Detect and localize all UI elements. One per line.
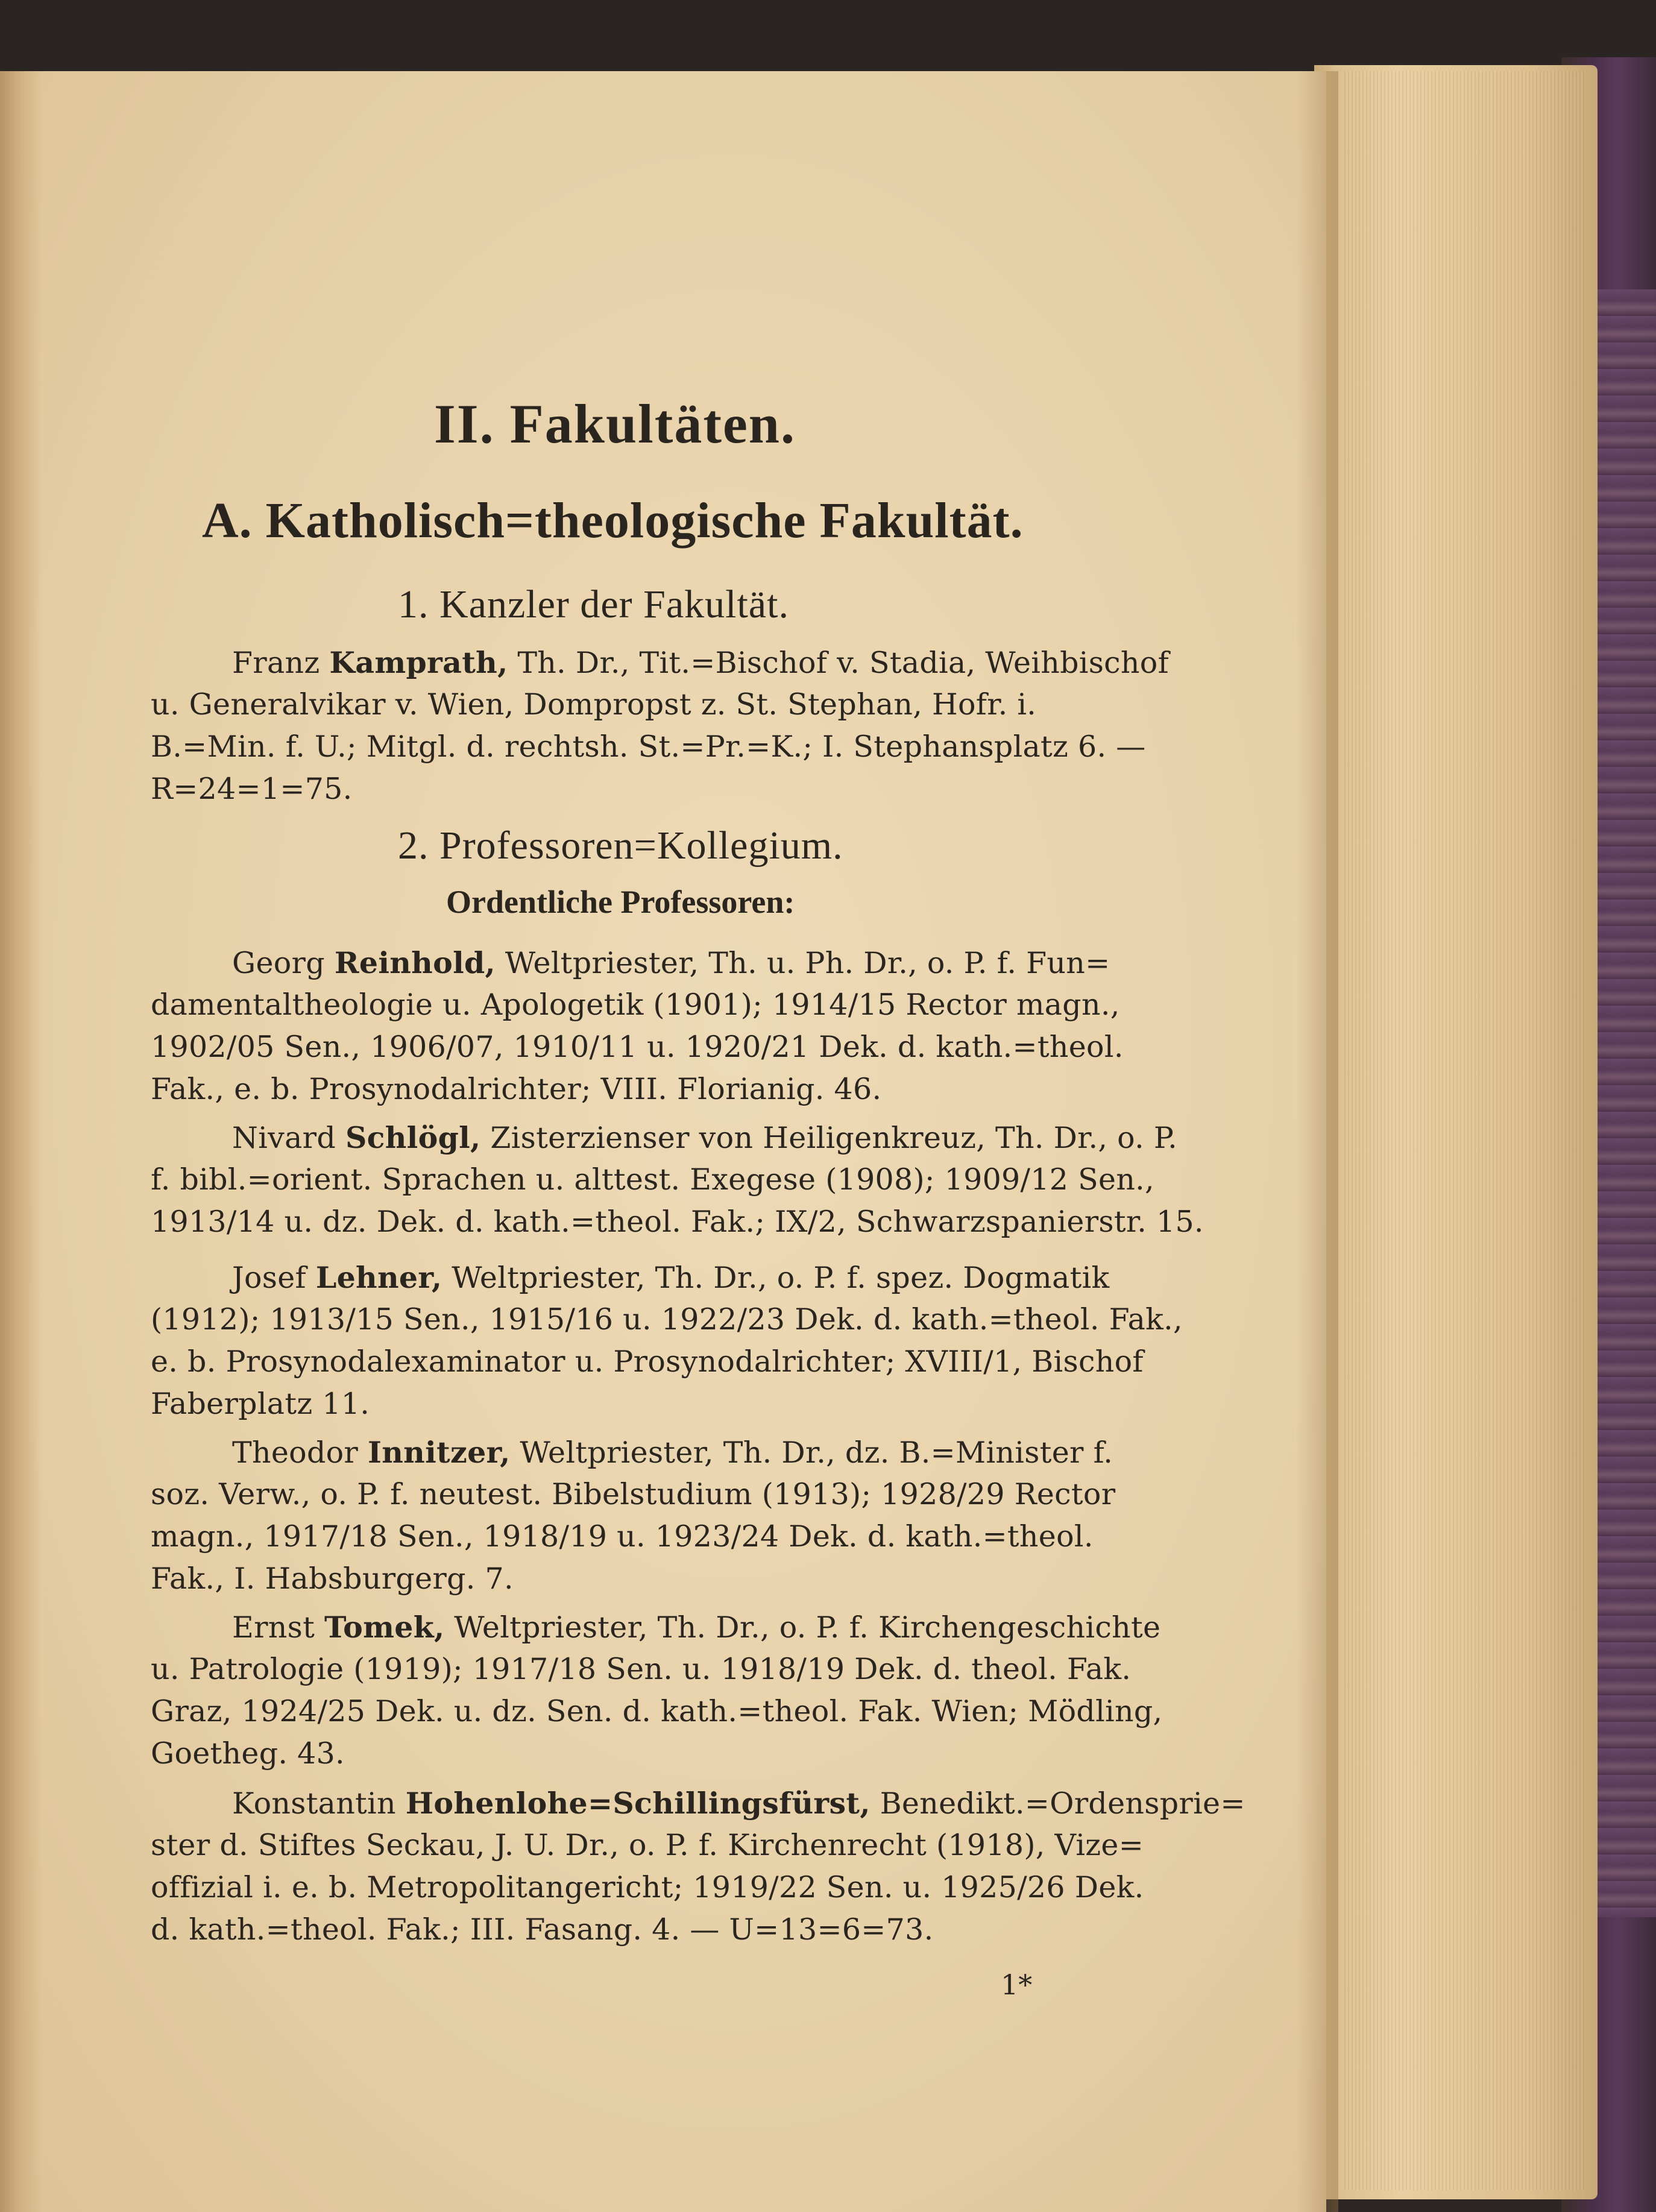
entry-text: Weltpriester, Th. Dr., o. P. f. Kirchengeschichte [454, 1610, 1161, 1645]
first-name: Theodor [232, 1435, 359, 1470]
first-name: Ernst [232, 1610, 315, 1645]
first-name: Georg [232, 946, 325, 980]
section-heading-2: 2. Professoren=Kollegium. [398, 824, 843, 868]
entry-text: Weltpriester, Th. u. Ph. Dr., o. P. f. Fun= [505, 946, 1110, 980]
entry-first-line [232, 1786, 1245, 1821]
faculty-heading: A. Katholisch=theologische Fakultät. [202, 493, 1024, 549]
section-heading-1: 1. Kanzler der Fakultät. [398, 582, 789, 626]
entry-line: ster d. Stiftes Seckau, J. U. Dr., o. P. f. Kirchenrecht (1918), Vize= [151, 1828, 1144, 1862]
entry-line: B.=Min. f. U.; Mitgl. d. rechtsh. St.=Pr.=K.; I. Stephansplatz 6. — [151, 729, 1146, 764]
entry-line: soz. Verw., o. P. f. neutest. Bibelstudium (1913); 1928/29 Rector [151, 1477, 1116, 1511]
entry-line: Graz, 1924/25 Dek. u. dz. Sen. d. kath.=theol. Fak. Wien; Mödling, [151, 1694, 1163, 1728]
entry-first-line [232, 1435, 1113, 1470]
entry-first-line [232, 645, 1169, 680]
marbled-cover-band [1598, 289, 1656, 1917]
surname: Hohenlohe=Schillingsfürst, [405, 1786, 871, 1821]
entry-text: Zisterzienser von Heiligenkreuz, Th. Dr., o. P. [490, 1121, 1178, 1155]
entry-line: Fak., e. b. Prosynodalrichter; VIII. Florianig. 46. [151, 1072, 882, 1106]
surname: Schlögl, [345, 1120, 481, 1155]
entry-first-line [232, 1120, 1177, 1155]
entry-line: Faberplatz 11. [151, 1387, 370, 1421]
entry-text: Weltpriester, Th. Dr., dz. B.=Minister f. [520, 1435, 1113, 1470]
entry-line: 1902/05 Sen., 1906/07, 1910/11 u. 1920/21 Dek. d. kath.=theol. [151, 1030, 1124, 1064]
entry-line: Goetheg. 43. [151, 1736, 345, 1771]
page-gutter [0, 71, 42, 2212]
surname: Reinhold, [334, 945, 496, 980]
entry-first-line [232, 1610, 1160, 1645]
page-title: II. Fakultäten. [434, 393, 796, 455]
page-edges-texture [1344, 71, 1585, 2190]
entry-first-line [232, 945, 1110, 980]
subheading-ordentliche: Ordentliche Professoren: [446, 884, 795, 920]
entry-line: e. b. Prosynodalexaminator u. Prosynodalrichter; XVIII/1, Bischof [151, 1344, 1144, 1379]
page-shadow [1296, 71, 1338, 2212]
entry-text: Th. Dr., Tit.=Bischof v. Stadia, Weihbischof [517, 646, 1170, 680]
first-name: Josef [232, 1261, 306, 1295]
surname: Kamprath, [329, 645, 508, 680]
entry-line: 1913/14 u. dz. Dek. d. kath.=theol. Fak.; IX/2, Schwarzspanierstr. 15. [151, 1205, 1204, 1239]
entry-text: Weltpriester, Th. Dr., o. P. f. spez. Dogmatik [452, 1261, 1110, 1295]
entry-line: f. bibl.=orient. Sprachen u. alttest. Exegese (1908); 1909/12 Sen., [151, 1162, 1154, 1197]
entry-line: (1912); 1913/15 Sen., 1915/16 u. 1922/23 Dek. d. kath.=theol. Fak., [151, 1302, 1183, 1337]
entry-text: Benedikt.=Ordensprie= [880, 1786, 1245, 1821]
page-folio: 1* [1001, 1968, 1033, 2001]
entry-line: Fak., I. Habsburgerg. 7. [151, 1561, 514, 1596]
entry-line: u. Generalvikar v. Wien, Dompropst z. St. Stephan, Hofr. i. [151, 687, 1037, 722]
entry-line: u. Patrologie (1919); 1917/18 Sen. u. 1918/19 Dek. d. theol. Fak. [151, 1652, 1132, 1686]
first-name: Konstantin [232, 1786, 396, 1821]
first-name: Nivard [232, 1121, 336, 1155]
surname: Innitzer, [368, 1435, 511, 1470]
entry-line: offizial i. e. b. Metropolitangericht; 1919/22 Sen. u. 1925/26 Dek. [151, 1870, 1144, 1905]
first-name: Franz [232, 646, 320, 680]
entry-line: magn., 1917/18 Sen., 1918/19 u. 1923/24 Dek. d. kath.=theol. [151, 1519, 1094, 1554]
surname: Tomek, [324, 1610, 445, 1645]
entry-line: d. kath.=theol. Fak.; III. Fasang. 4. — U=13=6=73. [151, 1912, 934, 1947]
entry-first-line [232, 1260, 1110, 1295]
entry-line: R=24=1=75. [151, 772, 353, 806]
entry-line: damentaltheologie u. Apologetik (1901); 1914/15 Rector magn., [151, 988, 1120, 1022]
surname: Lehner, [315, 1260, 442, 1295]
